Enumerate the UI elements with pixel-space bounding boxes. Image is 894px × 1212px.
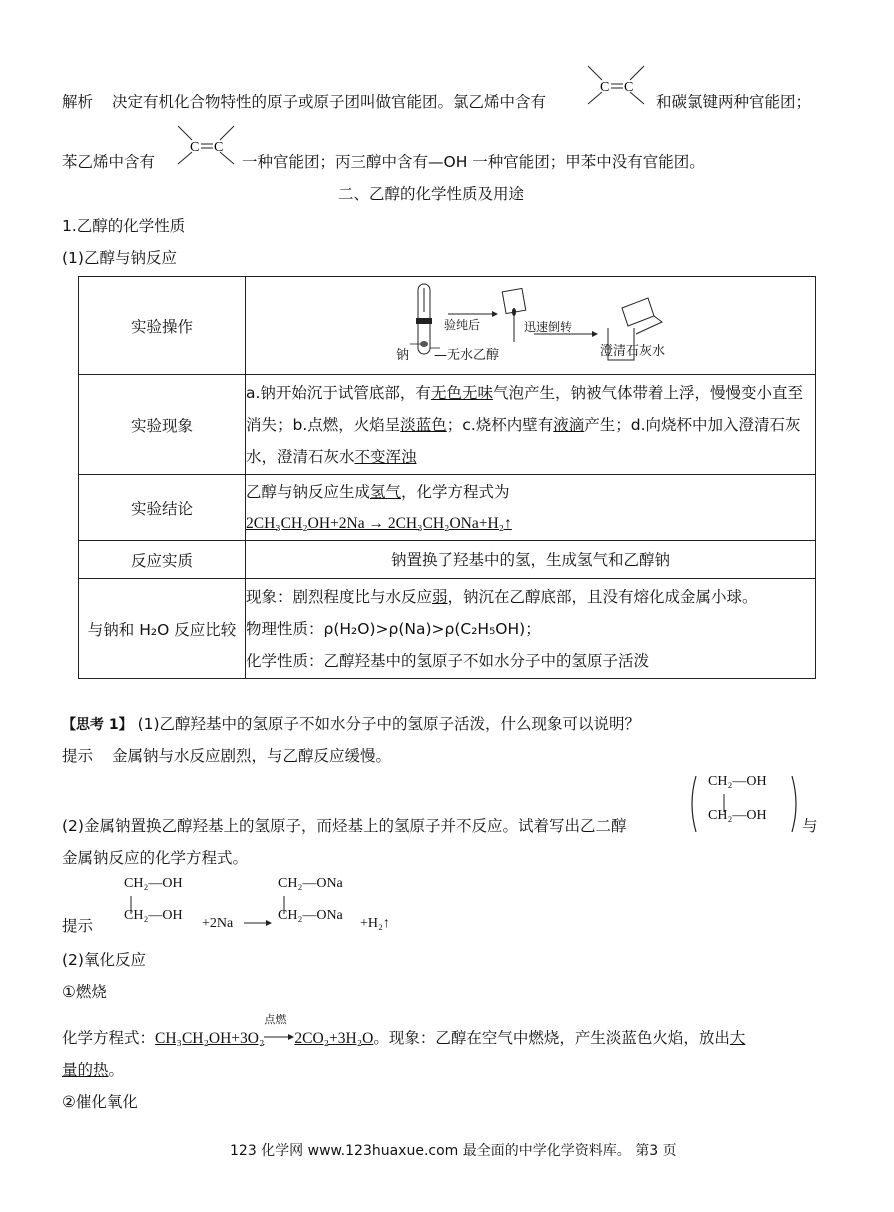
phenomenon-underline-colorless: 无色无味 xyxy=(430,383,493,402)
row-header-operation: 实验操作 xyxy=(79,277,246,375)
think1-question-2a: (2)金属钠置换乙醇羟基上的氢原子，而烃基上的氢原子并不反应。试着写出乙二醇 xyxy=(62,817,627,835)
think1-question-2c: 金属钠反应的化学方程式。 xyxy=(62,849,249,867)
operation-figure-cell xyxy=(246,277,816,375)
row-header-comparison: 与钠和 H₂O 反应比较 xyxy=(79,579,246,679)
phenomenon-text-a: a.钠开始沉于试管底部，有 xyxy=(246,383,431,402)
svg-text:C: C xyxy=(624,80,634,95)
row-header-conclusion: 实验结论 xyxy=(79,475,246,541)
product-bottom: CH₂—ONa xyxy=(278,908,343,923)
row-header-essence: 反应实质 xyxy=(79,541,246,579)
comparison-chemical: 化学性质：乙醇羟基中的氢原子不如水分子中的氢原子活泼 xyxy=(246,651,650,670)
table-row xyxy=(79,277,816,375)
heading-oxidation: (2)氧化反应 xyxy=(62,951,146,969)
phenomenon-underline-droplets: 液滴 xyxy=(553,415,585,434)
phenomenon-underline-blue: 淡蓝色 xyxy=(400,415,447,434)
heading-catalytic-oxidation: ②催化氧化 xyxy=(62,1093,138,1111)
phenomenon-text-b: 气泡产生，钠被气体带着上浮，慢慢变小直至消失；b.点燃，火焰呈 xyxy=(246,383,803,434)
comparison-text-b: ，钠沉在乙醇底部，且没有熔化成金属小球。 xyxy=(447,587,758,606)
glycol-bottom: CH₂—OH xyxy=(708,808,767,823)
equation-arrow xyxy=(264,1013,294,1043)
analysis-label: 解析 xyxy=(62,93,94,111)
analysis-text-3: 苯乙烯中含有 xyxy=(62,153,156,171)
comparison-underline-weak: 弱 xyxy=(432,587,448,606)
combustion-equation-line xyxy=(62,1013,746,1048)
table-row xyxy=(79,579,816,679)
combustion-underline-heat: 量的热 xyxy=(62,1061,109,1079)
table-row xyxy=(79,541,816,579)
label-limewater: 澄清石灰水 xyxy=(600,343,666,359)
label-step-invert: 迅速倒转 xyxy=(524,319,573,334)
table-row xyxy=(79,375,816,475)
conclusion-text-b: ，化学方程式为 xyxy=(401,482,510,501)
label-anhydrous-ethanol: 无水乙醇 xyxy=(447,347,500,363)
equation-label: 化学方程式： xyxy=(62,1029,156,1047)
analysis-text-4: 一种官能团；丙三醇中含有—OH 一种官能团；甲苯中没有官能团。 xyxy=(242,153,705,171)
comparison-physical: 物理性质：ρ(H₂O)>ρ(Na)>ρ(C₂H₅OH)； xyxy=(246,619,541,638)
combustion-phenomenon: 。现象：乙醇在空气中燃烧，产生淡蓝色火焰，放出 xyxy=(373,1029,730,1047)
cc-double-bond-figure-2 xyxy=(172,124,240,170)
equation-condition: 点燃 xyxy=(264,1013,287,1026)
think1-question-1: (1)乙醇羟基中的氢原子不如水分子中的氢原子活泼，什么现象可以说明？ xyxy=(137,715,641,733)
label-ethanol-wrap: —无水乙醇 xyxy=(434,347,500,363)
row-header-phenomenon: 实验现象 xyxy=(79,375,246,475)
think1-question-1-line xyxy=(62,712,640,734)
svg-text:C: C xyxy=(600,80,610,95)
label-sodium: 钠 xyxy=(396,347,410,363)
reactant-top: CH₂—OH xyxy=(124,876,183,891)
equation-left: CH₃CH₂OH+3O₂ xyxy=(155,1030,265,1047)
reactant-bottom: CH₂—OH xyxy=(124,908,183,923)
combustion-period: 。 xyxy=(108,1061,125,1079)
section-title: 二、乙醇的化学性质及用途 xyxy=(338,185,525,203)
combustion-underline-large: 大 xyxy=(729,1029,746,1047)
phenomenon-cell xyxy=(246,375,816,475)
think1-label: 【思考 1】 xyxy=(62,717,133,733)
label-step-purity: 验纯后 xyxy=(444,317,481,332)
hint-label-2: 提示 xyxy=(62,917,94,935)
comparison-text-a: 现象：剧烈程度比与水反应 xyxy=(246,587,433,606)
page-footer: 123 化学网 www.123huaxue.com 最全面的中学化学资料库。 第3 页 xyxy=(230,1143,677,1159)
phenomenon-underline-not-turbid: 不变浑浊 xyxy=(354,447,417,466)
think1-hint-1-line xyxy=(62,744,391,766)
think1-question-2b: 与 xyxy=(802,817,818,835)
svg-text:C: C xyxy=(190,140,200,155)
glycol-top: CH₂—OH xyxy=(708,774,767,789)
svg-text:C: C xyxy=(214,140,224,155)
conclusion-text-a: 乙醇与钠反应生成 xyxy=(246,482,371,501)
hint-label-1: 提示 xyxy=(62,747,94,765)
product-top: CH₂—ONa xyxy=(278,876,343,891)
equation-right: 2CO₂+3H₂O xyxy=(294,1030,374,1047)
heading-combustion: ①燃烧 xyxy=(62,983,107,1001)
product-hydrogen: +H₂↑ xyxy=(360,916,390,931)
heading-chemical-properties: 1.乙醇的化学性质 xyxy=(62,217,186,235)
conclusion-underline-hydrogen: 氢气 xyxy=(370,482,402,501)
phenomenon-text-c: ；c.烧杯内壁有 xyxy=(446,415,554,434)
analysis-text-1: 决定有机化合物特性的原子或原子团叫做官能团。氯乙烯中含有 xyxy=(111,93,546,111)
reactant-sodium: +2Na xyxy=(202,916,234,931)
experiment-table xyxy=(78,276,816,679)
combustion-line-2 xyxy=(62,1058,124,1080)
analysis-line-1 xyxy=(62,90,546,112)
think1-hint-1: 金属钠与水反应剧烈，与乙醇反应缓慢。 xyxy=(111,747,391,765)
phenomenon-text-d: 产生；d.向烧杯中加入澄清石灰水，澄清石灰水 xyxy=(246,415,801,466)
essence-cell: 钠置换了羟基中的氢，生成氢气和乙醇钠 xyxy=(246,541,816,579)
analysis-text-2: 和碳氯键两种官能团； xyxy=(656,93,812,111)
conclusion-cell xyxy=(246,475,816,541)
conclusion-equation: 2CH₃CH₂OH+2Na → 2CH₃CH₂ONa+H₂↑ xyxy=(246,514,512,532)
table-row xyxy=(79,475,816,541)
comparison-cell xyxy=(246,579,816,679)
heading-sodium-reaction: (1)乙醇与钠反应 xyxy=(62,249,177,267)
cc-double-bond-figure-1 xyxy=(582,64,650,110)
